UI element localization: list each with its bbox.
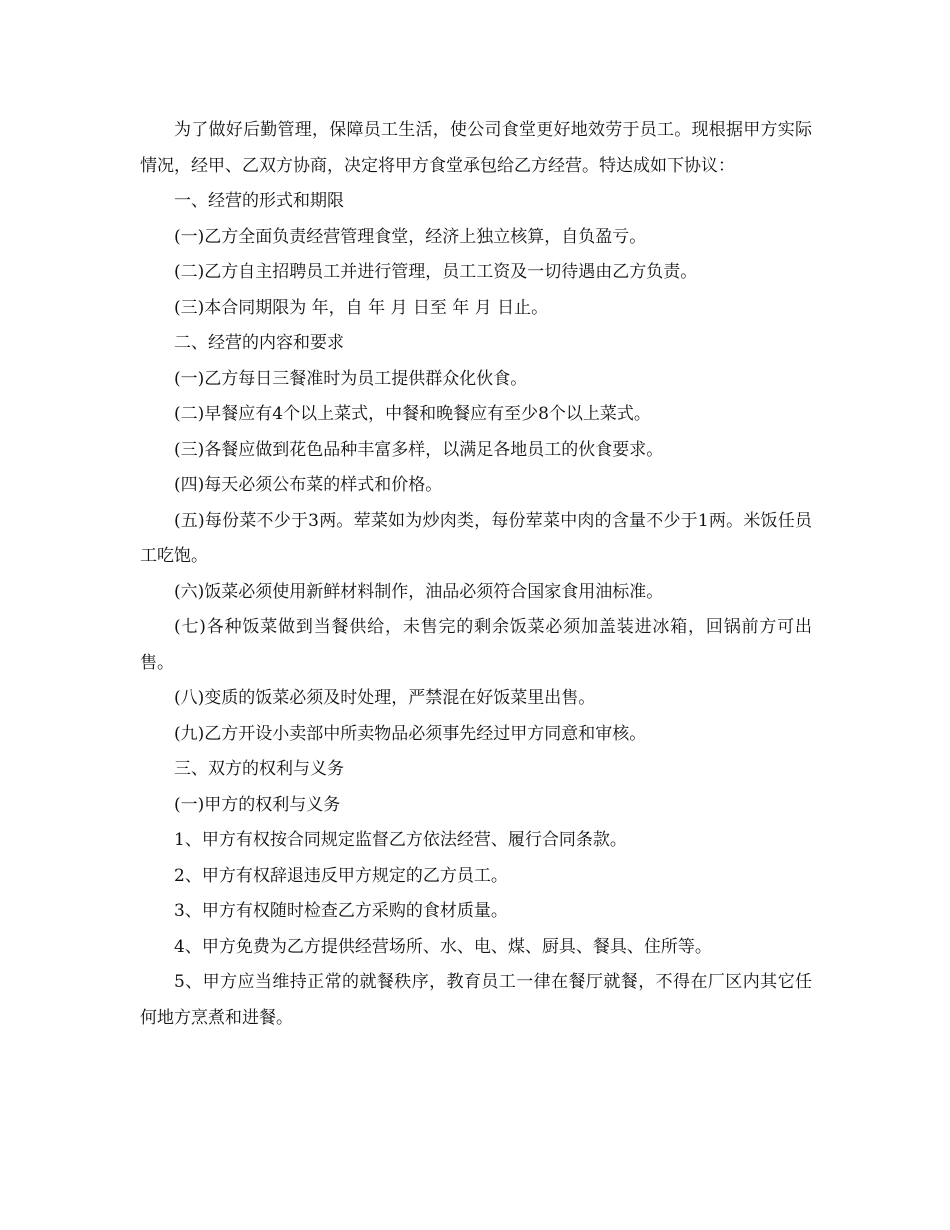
paragraph: (二)乙方自主招聘员工并进行管理，员工工资及一切待遇由乙方负责。 [174, 262, 698, 282]
paragraph: (三)本合同期限为 年，自 年 月 日至 年 月 日止。 [174, 297, 549, 318]
paragraph: 5、甲方应当维持正常的就餐秩序，教育员工一律在餐厅就餐，不得在厂区内其它任何地方烹煮和进餐。 [140, 972, 812, 1028]
paragraph: (八)变质的饭菜必须及时处理，严禁混在好饭菜里出售。 [174, 688, 596, 708]
section-heading-3: 三、双方的权利与义务 [174, 759, 344, 779]
sub-heading: (一)甲方的权利与义务 [174, 794, 341, 815]
paragraph: (九)乙方开设小卖部中所卖物品必须事先经过甲方同意和审核。 [174, 723, 647, 744]
paragraph: (一)乙方全面负责经营管理食堂，经济上独立核算，自负盈亏。 [174, 226, 647, 247]
paragraph-intro: 为了做好后勤管理，保障员工生活，使公司食堂更好地效劳于员工。现根据甲方实际情况，经甲、乙双方协商，决定将甲方食堂承包给乙方经营。特达成如下协议： [140, 120, 812, 176]
paragraph: (五)每份菜不少于3两。荤菜如为炒肉类，每份荤菜中肉的含量不少于1两。米饭任员工吃饱。 [140, 510, 812, 566]
paragraph: 4、甲方免费为乙方提供经营场所、水、电、煤、厨具、餐具、住所等。 [174, 936, 712, 957]
section-heading-2: 二、经营的内容和要求 [174, 333, 344, 353]
document-body [140, 113, 812, 1036]
paragraph: (六)饭菜必须使用新鲜材料制作，油品必须符合国家食用油标准。 [174, 581, 664, 602]
paragraph: 2、甲方有权辞退违反甲方规定的乙方员工。 [174, 865, 508, 886]
paragraph: (七)各种饭菜做到当餐供给，未售完的剩余饭菜必须加盖装进冰箱，回锅前方可出售。 [140, 617, 812, 673]
paragraph: 3、甲方有权随时检查乙方采购的食材质量。 [174, 901, 508, 921]
paragraph: (一)乙方每日三餐准时为员工提供群众化伙食。 [174, 368, 528, 389]
paragraph: (四)每天必须公布菜的样式和价格。 [174, 475, 443, 495]
paragraph: 1、甲方有权按合同规定监督乙方依法经营、履行合同条款。 [174, 830, 627, 850]
paragraph: (二)早餐应有4个以上菜式，中餐和晚餐应有至少8个以上菜式。 [174, 404, 651, 424]
section-heading-1: 一、经营的形式和期限 [174, 191, 344, 211]
paragraph: (三)各餐应做到花色品种丰富多样，以满足各地员工的伙食要求。 [174, 439, 664, 460]
